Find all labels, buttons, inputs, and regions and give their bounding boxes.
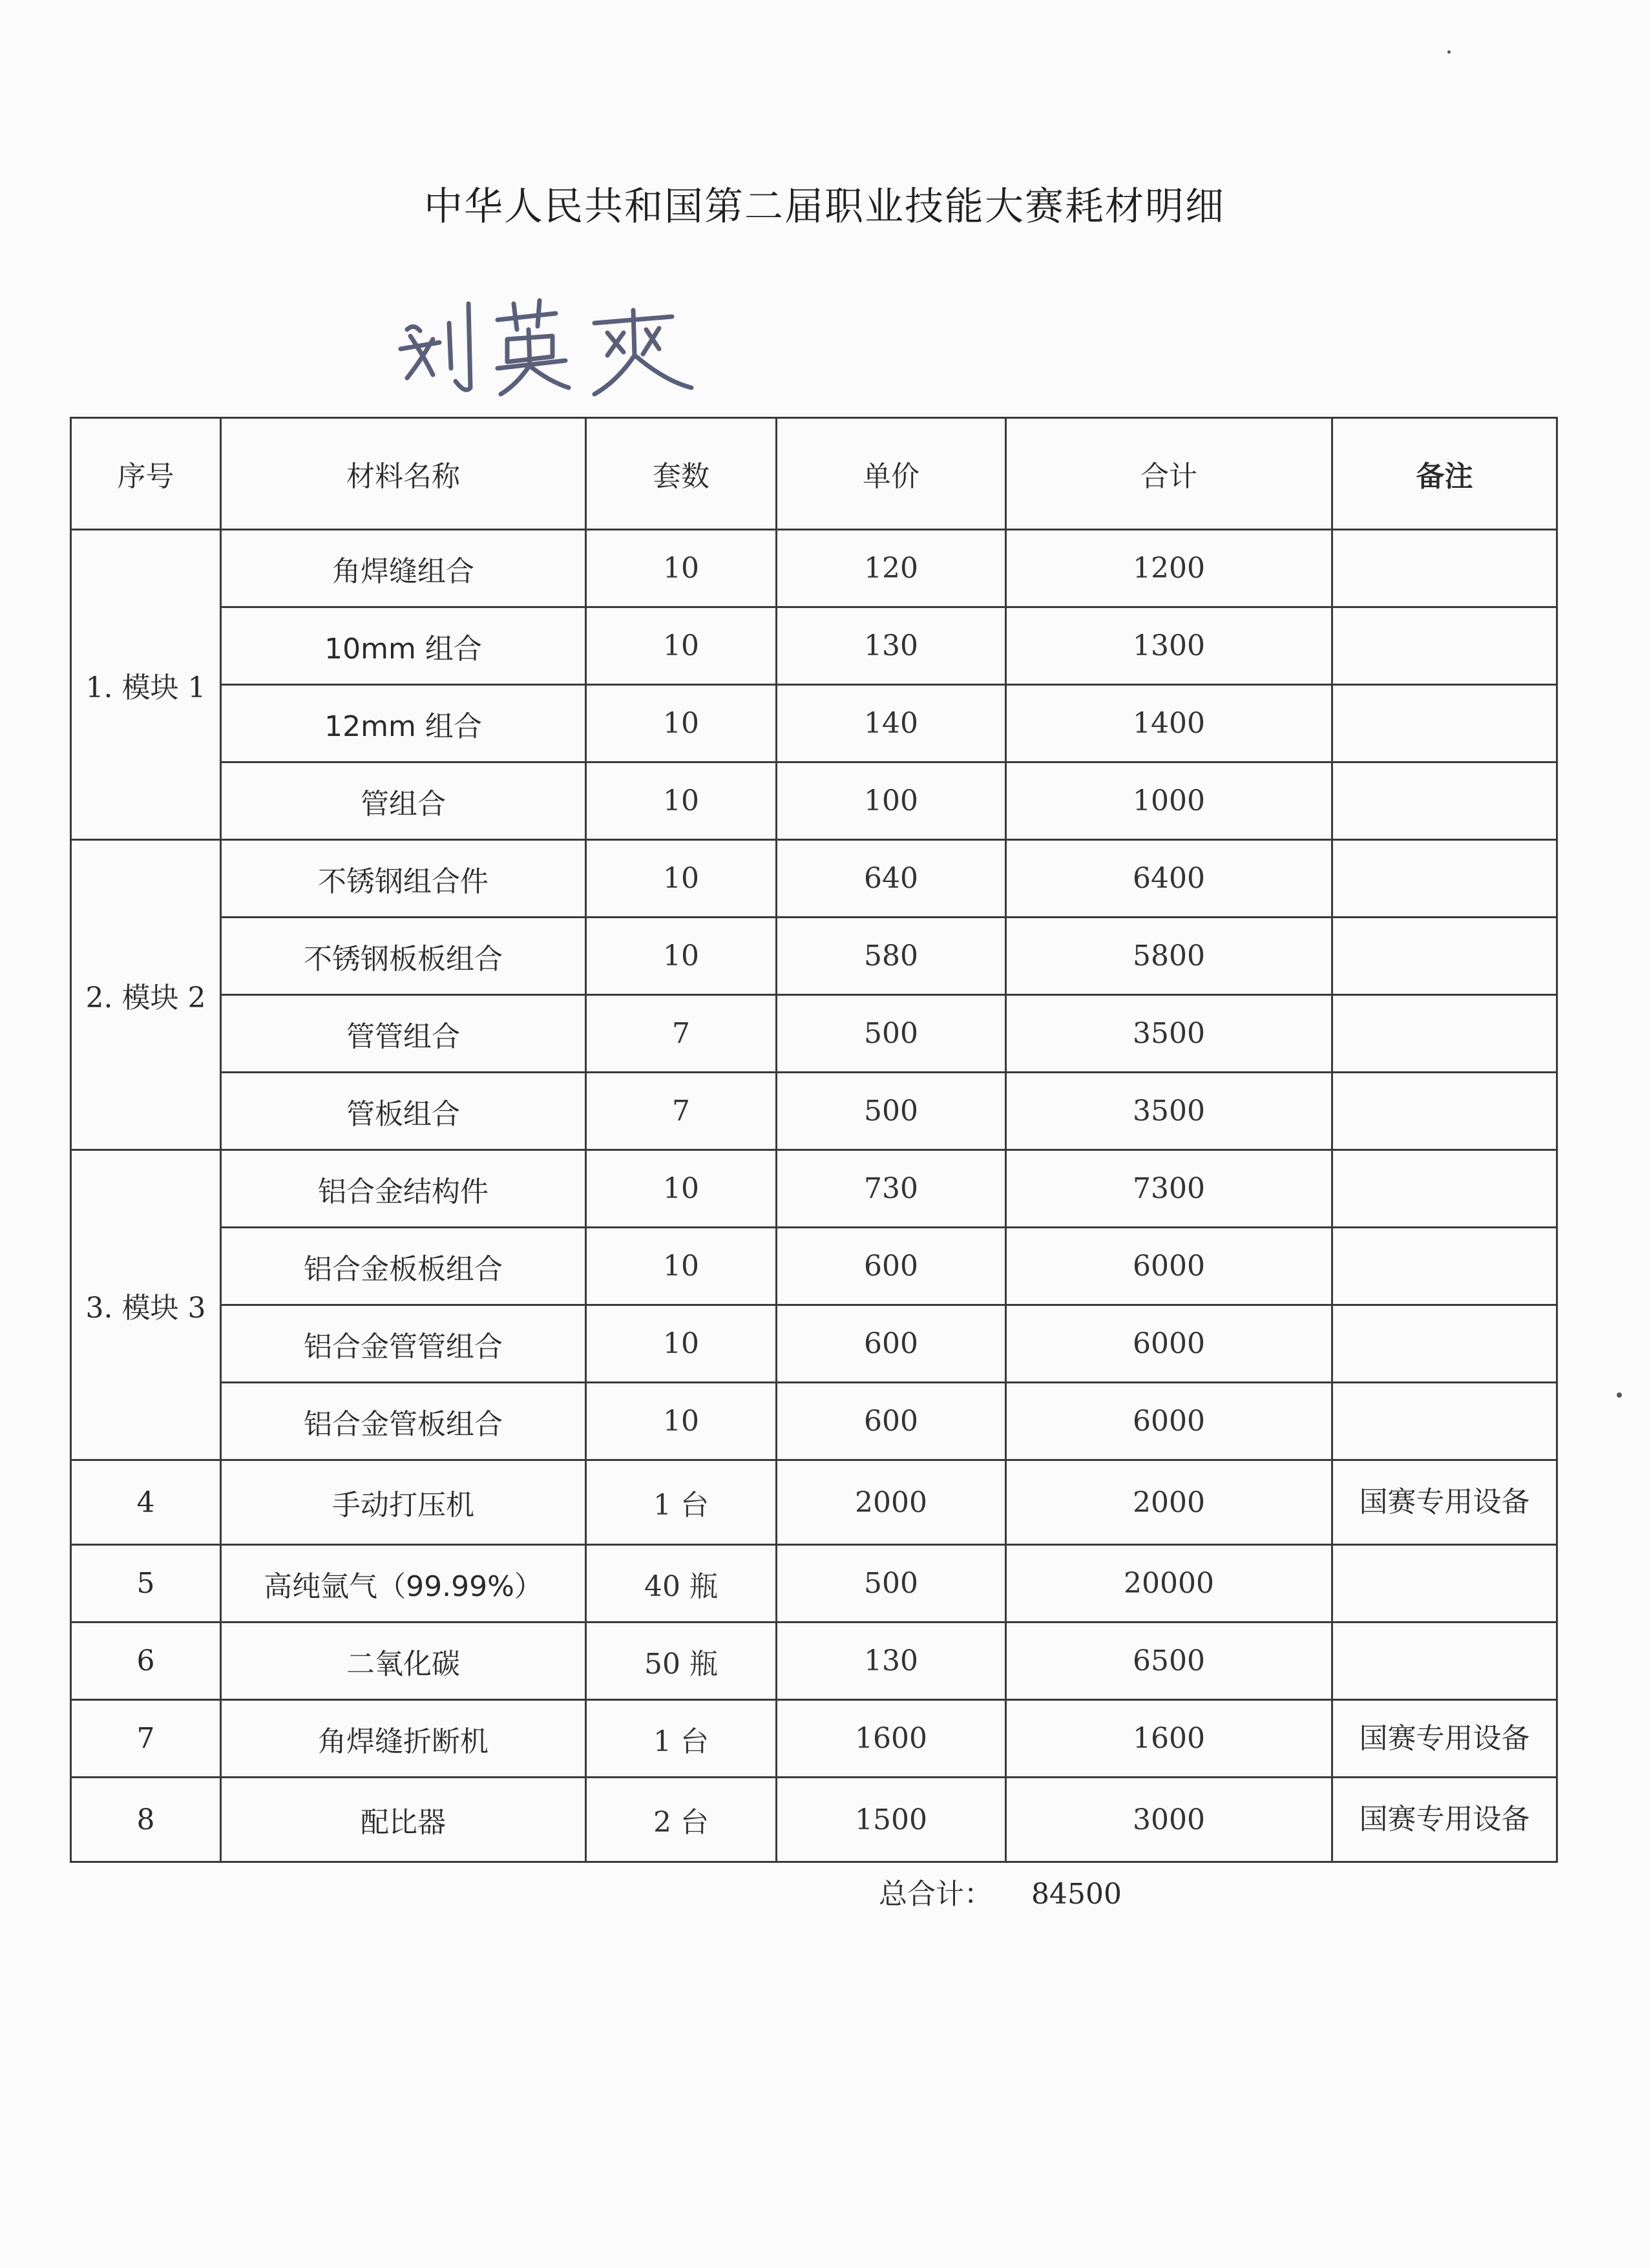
unit-price-cell: 100 bbox=[777, 762, 1006, 840]
qty-cell: 7 bbox=[586, 995, 777, 1073]
remark-cell: 国赛专用设备 bbox=[1332, 1460, 1557, 1545]
seq-cell: 5 bbox=[71, 1545, 221, 1622]
remark-cell bbox=[1332, 1150, 1557, 1228]
qty-cell: 10 bbox=[586, 607, 777, 685]
table-row bbox=[71, 995, 1557, 1073]
header-qty: 套数 bbox=[586, 418, 777, 530]
qty-cell: 10 bbox=[586, 1383, 777, 1460]
header-name: 材料名称 bbox=[221, 418, 586, 530]
unit-price-cell: 640 bbox=[777, 840, 1006, 918]
remark-cell bbox=[1332, 1073, 1557, 1150]
subtotal-cell: 5800 bbox=[1006, 918, 1332, 995]
material-name: 10mm 组合 bbox=[221, 607, 586, 685]
unit-price-cell: 120 bbox=[777, 530, 1006, 607]
qty-cell: 10 bbox=[586, 1228, 777, 1305]
qty-cell: 1 台 bbox=[586, 1460, 777, 1545]
remark-cell bbox=[1332, 1545, 1557, 1622]
table-row bbox=[71, 1545, 1557, 1622]
qty-cell: 10 bbox=[586, 1150, 777, 1228]
table-row bbox=[71, 1622, 1557, 1700]
qty-cell: 40 瓶 bbox=[586, 1545, 777, 1622]
qty-cell: 2 台 bbox=[586, 1778, 777, 1862]
material-name: 铝合金管板组合 bbox=[221, 1383, 586, 1460]
unit-price-cell: 500 bbox=[777, 995, 1006, 1073]
table-row bbox=[71, 1700, 1557, 1778]
material-name: 管组合 bbox=[221, 762, 586, 840]
subtotal-cell: 1600 bbox=[1006, 1700, 1332, 1778]
subtotal-cell: 3000 bbox=[1006, 1778, 1332, 1862]
unit-price-cell: 500 bbox=[777, 1545, 1006, 1622]
grand-total bbox=[879, 1871, 1122, 1912]
material-name: 高纯氩气（99.99%） bbox=[221, 1545, 586, 1622]
remark-cell bbox=[1332, 1228, 1557, 1305]
qty-cell: 10 bbox=[586, 918, 777, 995]
scan-speck bbox=[1617, 1392, 1622, 1398]
material-name: 铝合金板板组合 bbox=[221, 1228, 586, 1305]
material-name: 角焊缝组合 bbox=[221, 530, 586, 607]
subtotal-cell: 1200 bbox=[1006, 530, 1332, 607]
unit-price-cell: 130 bbox=[777, 607, 1006, 685]
qty-cell: 10 bbox=[586, 1305, 777, 1383]
seq-cell: 4 bbox=[71, 1460, 221, 1545]
subtotal-cell: 7300 bbox=[1006, 1150, 1332, 1228]
unit-price-cell: 600 bbox=[777, 1228, 1006, 1305]
handwritten-signature bbox=[394, 284, 717, 401]
subtotal-cell: 1000 bbox=[1006, 762, 1332, 840]
seq-cell: 7 bbox=[71, 1700, 221, 1778]
scan-speck bbox=[1447, 50, 1451, 54]
grand-total-value: 84500 bbox=[1031, 1878, 1122, 1911]
remark-cell bbox=[1332, 840, 1557, 918]
unit-price-cell: 1600 bbox=[777, 1700, 1006, 1778]
table-row bbox=[71, 1150, 1557, 1228]
document-title: 中华人民共和国第二届职业技能大赛耗材明细 bbox=[424, 184, 1225, 229]
table-row bbox=[71, 1778, 1557, 1862]
subtotal-cell: 6000 bbox=[1006, 1383, 1332, 1460]
table-row bbox=[71, 1305, 1557, 1383]
table-row bbox=[71, 530, 1557, 607]
qty-cell: 50 瓶 bbox=[586, 1622, 777, 1700]
remark-cell bbox=[1332, 995, 1557, 1073]
table-row bbox=[71, 685, 1557, 762]
unit-price-cell: 1500 bbox=[777, 1778, 1006, 1862]
subtotal-cell: 1300 bbox=[1006, 607, 1332, 685]
table-row bbox=[71, 1460, 1557, 1545]
table-row bbox=[71, 762, 1557, 840]
remark-cell bbox=[1332, 685, 1557, 762]
material-name: 12mm 组合 bbox=[221, 685, 586, 762]
material-name: 铝合金管管组合 bbox=[221, 1305, 586, 1383]
qty-cell: 7 bbox=[586, 1073, 777, 1150]
material-name: 管管组合 bbox=[221, 995, 586, 1073]
material-name: 不锈钢组合件 bbox=[221, 840, 586, 918]
remark-cell: 国赛专用设备 bbox=[1332, 1778, 1557, 1862]
qty-cell: 10 bbox=[586, 685, 777, 762]
subtotal-cell: 20000 bbox=[1006, 1545, 1332, 1622]
subtotal-cell: 2000 bbox=[1006, 1460, 1332, 1545]
header-seq: 序号 bbox=[71, 418, 221, 530]
remark-cell bbox=[1332, 1383, 1557, 1460]
subtotal-cell: 6500 bbox=[1006, 1622, 1332, 1700]
group-label: 1. 模块 1 bbox=[71, 530, 221, 840]
header-unit-price: 单价 bbox=[777, 418, 1006, 530]
header-remark: 备注 bbox=[1332, 418, 1557, 530]
table-row bbox=[71, 840, 1557, 918]
material-name: 角焊缝折断机 bbox=[221, 1700, 586, 1778]
subtotal-cell: 3500 bbox=[1006, 1073, 1332, 1150]
header-subtotal: 合计 bbox=[1006, 418, 1332, 530]
table-row bbox=[71, 607, 1557, 685]
unit-price-cell: 2000 bbox=[777, 1460, 1006, 1545]
remark-cell bbox=[1332, 607, 1557, 685]
unit-price-cell: 730 bbox=[777, 1150, 1006, 1228]
subtotal-cell: 1400 bbox=[1006, 685, 1332, 762]
material-name: 管板组合 bbox=[221, 1073, 586, 1150]
qty-cell: 10 bbox=[586, 840, 777, 918]
unit-price-cell: 130 bbox=[777, 1622, 1006, 1700]
qty-cell: 1 台 bbox=[586, 1700, 777, 1778]
remark-cell bbox=[1332, 1622, 1557, 1700]
materials-table bbox=[70, 417, 1558, 1863]
remark-cell: 国赛专用设备 bbox=[1332, 1700, 1557, 1778]
subtotal-cell: 3500 bbox=[1006, 995, 1332, 1073]
seq-cell: 6 bbox=[71, 1622, 221, 1700]
unit-price-cell: 580 bbox=[777, 918, 1006, 995]
material-name: 铝合金结构件 bbox=[221, 1150, 586, 1228]
subtotal-cell: 6000 bbox=[1006, 1228, 1332, 1305]
table-header-row bbox=[71, 418, 1557, 530]
group-label: 3. 模块 3 bbox=[71, 1150, 221, 1460]
material-name: 配比器 bbox=[221, 1778, 586, 1862]
remark-cell bbox=[1332, 530, 1557, 607]
material-name: 二氧化碳 bbox=[221, 1622, 586, 1700]
table-row bbox=[71, 1073, 1557, 1150]
grand-total-label: 总合计： bbox=[879, 1878, 993, 1911]
qty-cell: 10 bbox=[586, 762, 777, 840]
unit-price-cell: 500 bbox=[777, 1073, 1006, 1150]
unit-price-cell: 600 bbox=[777, 1305, 1006, 1383]
subtotal-cell: 6400 bbox=[1006, 840, 1332, 918]
material-name: 手动打压机 bbox=[221, 1460, 586, 1545]
table-row bbox=[71, 918, 1557, 995]
table-row bbox=[71, 1228, 1557, 1305]
remark-cell bbox=[1332, 918, 1557, 995]
table-row bbox=[71, 1383, 1557, 1460]
group-label: 2. 模块 2 bbox=[71, 840, 221, 1150]
material-name: 不锈钢板板组合 bbox=[221, 918, 586, 995]
qty-cell: 10 bbox=[586, 530, 777, 607]
remark-cell bbox=[1332, 762, 1557, 840]
remark-cell bbox=[1332, 1305, 1557, 1383]
seq-cell: 8 bbox=[71, 1778, 221, 1862]
unit-price-cell: 600 bbox=[777, 1383, 1006, 1460]
unit-price-cell: 140 bbox=[777, 685, 1006, 762]
subtotal-cell: 6000 bbox=[1006, 1305, 1332, 1383]
